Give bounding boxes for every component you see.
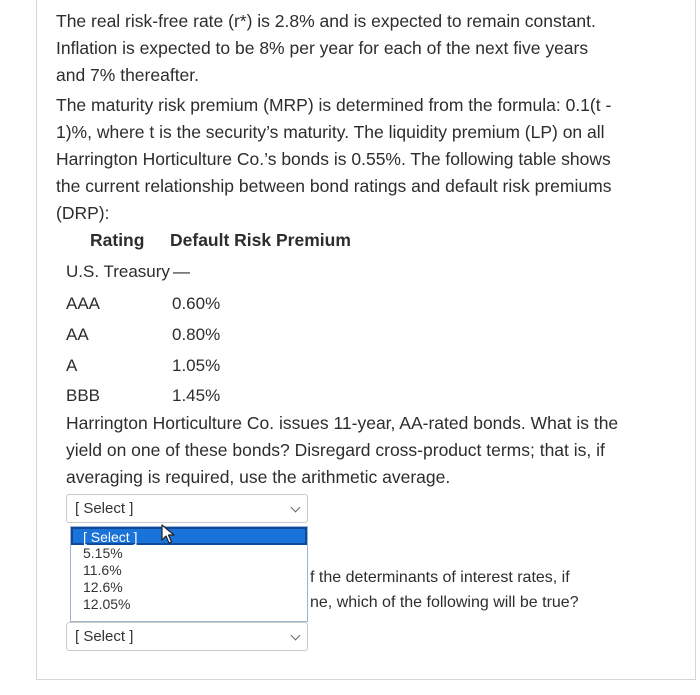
table-row-rating: A: [66, 356, 78, 375]
mouse-cursor-icon: [160, 524, 178, 544]
question-paragraph-1: The real risk-free rate (r*) is 2.8% and is expected to remain constant. Inflation is expected to be 8% per year for each of the next five years and 7% thereafter.: [56, 11, 596, 85]
obscured-question-text-line-1: f the determinants of interest rates, if: [310, 569, 570, 586]
dropdown-option-select[interactable]: [ Select ]: [71, 527, 307, 545]
obscured-question-text-line-2: ne, which of the following will be true?: [310, 594, 579, 611]
dropdown-option[interactable]: 5.15%: [83, 545, 123, 561]
table-row-premium: 0.80%: [172, 325, 221, 344]
question-paragraph-3: Harrington Horticulture Co. issues 11-year, AA-rated bonds. What is the yield on one of these bonds? Disregard cross-product terms; that is, if averaging is required, use the arithmetic average.: [66, 413, 619, 487]
select-1-value: [ Select ]: [75, 500, 134, 517]
table-header-default-risk-premium: Default Risk Premium: [170, 230, 351, 250]
table-row-rating: AAA: [66, 294, 101, 313]
chevron-down-icon: [291, 503, 301, 513]
table-row-rating: U.S. Treasury: [66, 262, 170, 281]
table-row-premium: 1.45%: [172, 386, 221, 405]
table-row-rating: AA: [66, 325, 89, 344]
table-header-rating: Rating: [90, 230, 145, 250]
answer-select-2[interactable]: [66, 622, 308, 651]
answer-select-1[interactable]: [66, 494, 308, 523]
select-2-value: [ Select ]: [75, 628, 134, 645]
dropdown-option[interactable]: 12.6%: [83, 579, 123, 595]
table-row-premium: —: [173, 262, 190, 281]
chevron-down-icon: [291, 631, 301, 641]
select-1-dropdown[interactable]: [70, 526, 308, 622]
table-row-premium: 1.05%: [172, 356, 221, 375]
dropdown-option[interactable]: 11.6%: [83, 562, 122, 578]
question-paragraph-2: The maturity risk premium (MRP) is determined from the formula: 0.1(t - 1)%, where t is the security’s maturity. The liquidity premium (LP) on all Harrington Horticulture Co.’s bonds is 0.55%. The following table shows the current relationship between bond ratings and default risk premiums (DRP):: [56, 95, 612, 223]
table-row-rating: BBB: [66, 386, 101, 405]
table-row-premium: 0.60%: [172, 294, 221, 313]
dropdown-option[interactable]: 12.05%: [83, 596, 131, 612]
